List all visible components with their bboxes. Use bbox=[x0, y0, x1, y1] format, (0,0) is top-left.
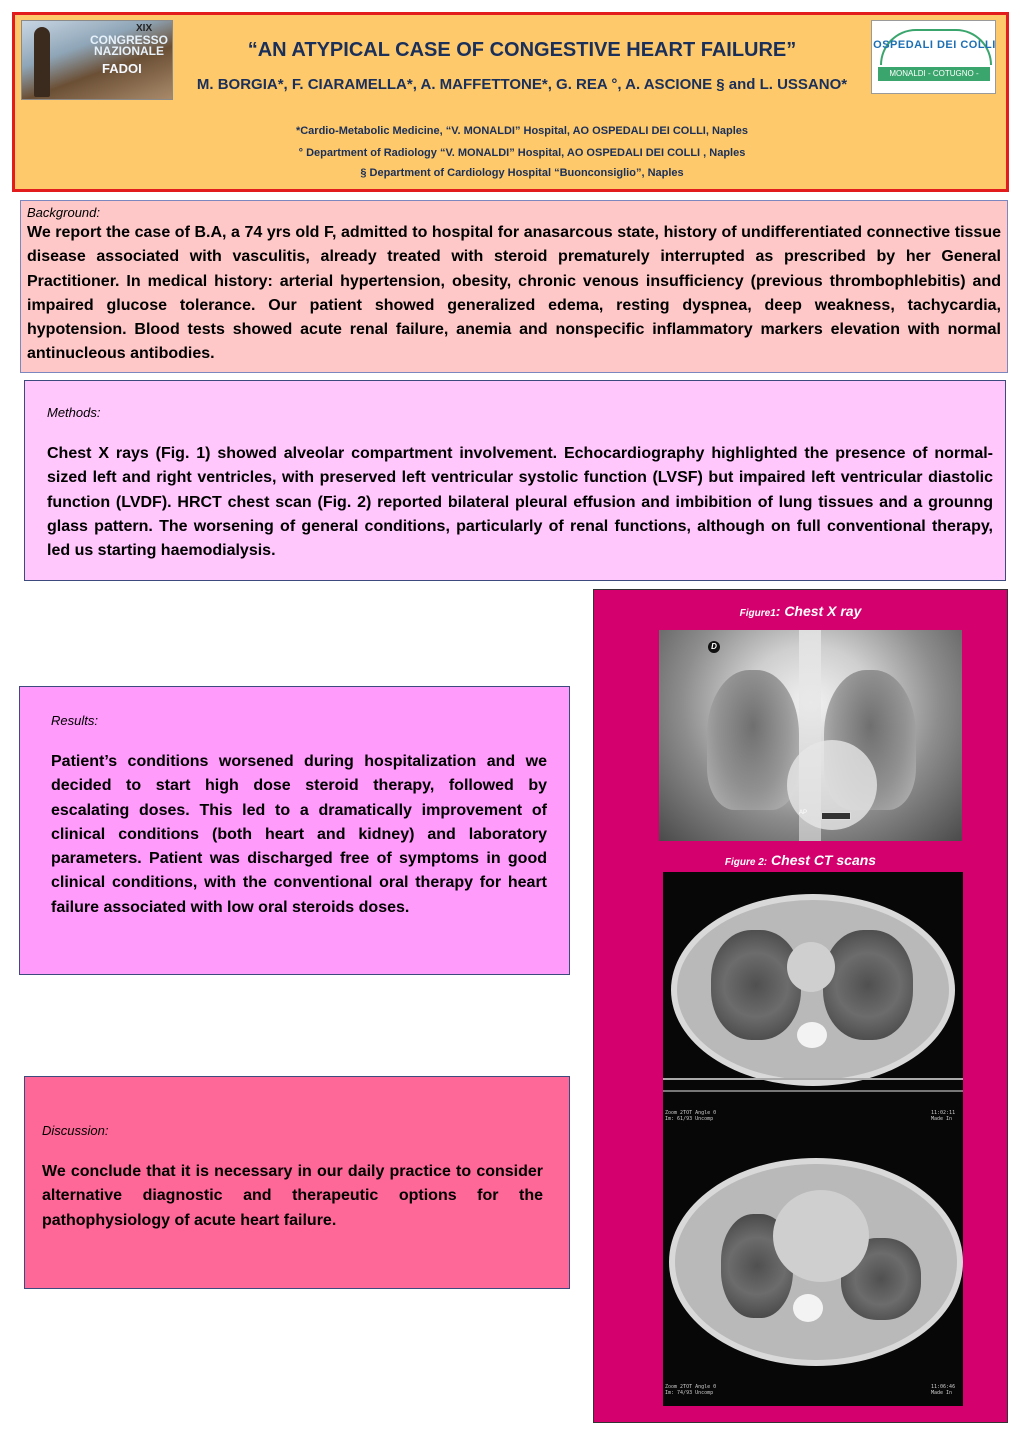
affiliation-1: *Cardio-Metabolic Medicine, “V. MONALDI” Hospital, AO OSPEDALI DEI COLLI, Naples bbox=[295, 125, 749, 137]
logo-line3: FADOI bbox=[102, 61, 142, 76]
methods-label: Methods: bbox=[47, 405, 101, 420]
ct-scan-upper bbox=[663, 872, 963, 1128]
figure-1-title: : Chest X ray bbox=[775, 603, 862, 619]
ct1-mediastinum bbox=[787, 942, 835, 992]
background-text: We report the case of B.A, a 74 yrs old F, admitted to hospital for anasarcous state, history of undifferentiated connective tissue disease associated with vasculitis, already treated with steroid prematurely interrupted as prescribed by her General Practitioner. In medical history: arterial hypertension, obesity, chronic venous insufficiency (previous thrombophlebitis) and impaired glucose tolerance. Our patient showed generalized edema, resting dyspnea, deep weakness, tachycardia, hypotension. Blood tests showed acute renal failure, anemia and nonspecific inflammatory markers elevation with normal antinucleous antibodies. bbox=[27, 224, 1001, 363]
ct-scan-lower bbox=[663, 1128, 963, 1406]
discussion-text: We conclude that it is necessary in our daily practice to consider alternative diagnostic and therapeutic options for the pathophysiology of acute heart failure. bbox=[42, 1163, 543, 1229]
figure-1-caption bbox=[593, 603, 1008, 621]
results-label: Results: bbox=[51, 713, 98, 728]
affiliation-2: ° Department of Radiology “V. MONALDI” Hospital, AO OSPEDALI DEI COLLI , Naples bbox=[298, 147, 746, 159]
discussion-label: Discussion: bbox=[42, 1123, 109, 1138]
xray-label-box bbox=[821, 812, 851, 820]
ct1-scanner-table bbox=[663, 1078, 963, 1092]
ct1-info-text: Zoom 2TOT Angle 0 Im: 61/93 Uncomp bbox=[665, 1110, 717, 1122]
discussion-section bbox=[24, 1076, 570, 1289]
results-section bbox=[19, 686, 570, 975]
xray-right-lung bbox=[707, 670, 799, 810]
ct2-info-text: Zoom 2TOT Angle 0 Im: 74/93 Uncomp bbox=[665, 1384, 717, 1396]
logo-line2: NAZIONALE bbox=[94, 44, 164, 58]
authors: M. BORGIA*, F. CIARAMELLA*, A. MAFFETTONE*, G. REA °, A. ASCIONE § and L. USSANO* bbox=[196, 76, 848, 93]
logo-number: XIX bbox=[136, 23, 153, 34]
ct1-vertebra bbox=[797, 1022, 827, 1048]
ct2-info-text-right: 11:06:46 Made In bbox=[931, 1384, 956, 1396]
hospital-logo bbox=[871, 20, 996, 94]
ct1-left-lung bbox=[823, 930, 913, 1040]
xray-side-marker: D bbox=[708, 641, 720, 653]
methods-section bbox=[24, 380, 1006, 581]
congress-logo bbox=[21, 20, 173, 100]
ct2-heart bbox=[773, 1190, 869, 1282]
statue-icon bbox=[34, 27, 50, 97]
figure-2-caption bbox=[593, 852, 1008, 870]
hospital-logo-subtitle: MONALDI - COTUGNO - C.T.O. bbox=[878, 67, 990, 81]
figure-1-prefix: Figure1 bbox=[739, 608, 776, 619]
affiliation-3: § Department of Cardiology Hospital “Buonconsiglio”, Naples bbox=[360, 167, 684, 179]
figure-2-title: Chest CT scans bbox=[767, 852, 877, 868]
background-section bbox=[20, 200, 1008, 373]
figure-2-prefix: Figure 2: bbox=[724, 857, 768, 868]
background-label: Background: bbox=[27, 205, 100, 220]
logo-line1: CONGRESSO bbox=[89, 33, 168, 47]
ct1-right-lung bbox=[711, 930, 801, 1040]
xray-view-label: AP bbox=[799, 810, 808, 816]
results-text: Patient’s conditions worsened during hospitalization and we decided to start high dose steroid therapy, followed by escalating doses. This led to a dramatically improvement of clinical conditions (both heart and kidney) and laboratory parameters. Patient was discharged free of symptoms in good clinical conditions, with the conventional oral therapy for heart failure associated with low oral steroids doses. bbox=[51, 753, 547, 916]
chest-xray-image bbox=[659, 630, 962, 841]
ct1-info-text-right: 11:02:11 Made In bbox=[931, 1110, 956, 1122]
hospital-logo-name: OSPEDALI DEI COLLI bbox=[873, 39, 996, 51]
methods-text: Chest X rays (Fig. 1) showed alveolar compartment involvement. Echocardiography highlighted the presence of normal-sized left and right ventricles, with preserved left ventricular systolic function (LVSF) but impaired left ventricular diastolic function (LVDF). HRCT chest scan (Fig. 2) reported bilateral pleural effusion and imbibition of lung tissues and a grounng glass pattern. The worsening of general conditions, particularly of renal functions, although on full conventional therapy, led us starting haemodialysis. bbox=[47, 445, 993, 560]
poster-title: “AN ATYPICAL CASE OF CONGESTIVE HEART FAILURE” bbox=[247, 39, 797, 61]
ct2-vertebra bbox=[793, 1294, 823, 1322]
